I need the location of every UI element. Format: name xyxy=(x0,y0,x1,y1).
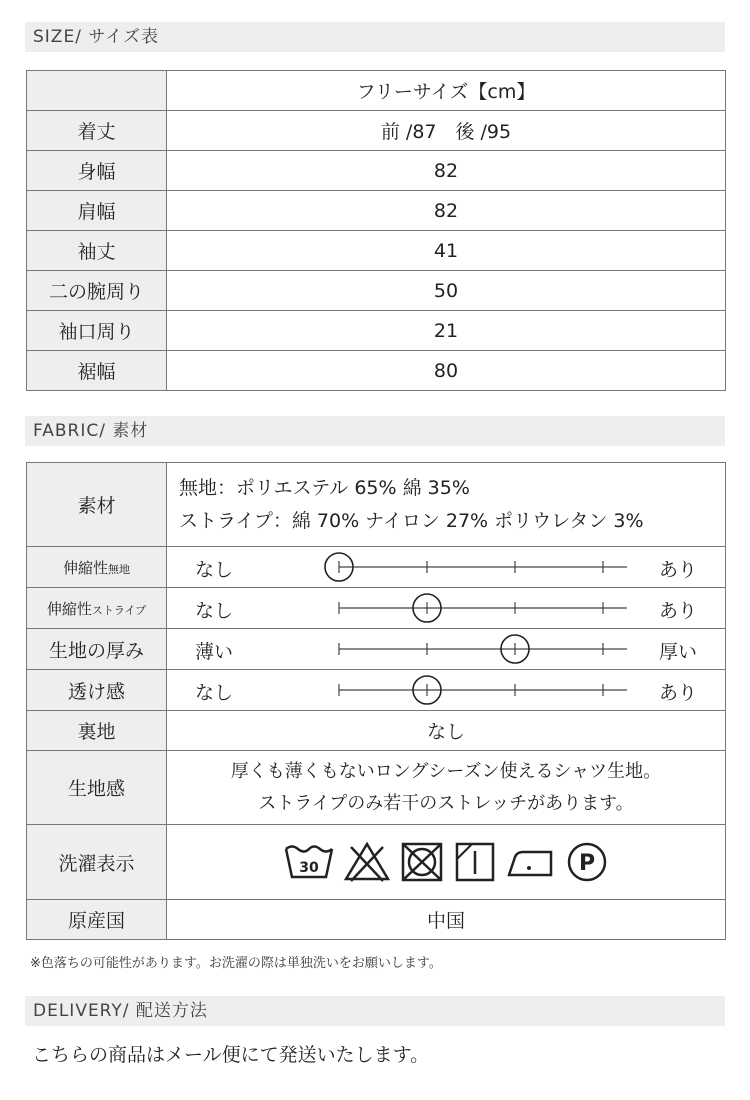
dry-clean-letter: P xyxy=(578,851,596,876)
size-row-value: 21 xyxy=(167,311,726,351)
table-row xyxy=(27,670,726,711)
table-row xyxy=(27,231,726,271)
size-row-value: 82 xyxy=(167,151,726,191)
delivery-text: こちらの商品はメール便にて発送いたします。 xyxy=(32,1044,430,1066)
scale-indicator xyxy=(267,551,627,583)
size-row-value: 前 /87 後 /95 xyxy=(167,111,726,151)
table-row xyxy=(27,900,726,940)
scale-right-text: あり xyxy=(658,600,697,622)
size-row-value: 41 xyxy=(167,231,726,271)
origin-value: 中国 xyxy=(167,900,726,940)
scale-indicator xyxy=(267,592,627,624)
table-row xyxy=(27,151,726,191)
size-row-label: 袖丈 xyxy=(27,231,167,271)
feel-value xyxy=(167,751,726,825)
feel-line-2: ストライプのみ若干のストレッチがあります。 xyxy=(258,792,634,814)
delivery-section-header: DELIVERY/ 配送方法 xyxy=(25,996,725,1026)
scale-left-text: なし xyxy=(195,682,234,704)
size-row-value: 50 xyxy=(167,271,726,311)
scale-label xyxy=(27,670,167,711)
care-icons xyxy=(167,825,725,899)
table-row xyxy=(27,711,726,751)
fabric-table xyxy=(26,462,726,940)
scale-indicator xyxy=(267,674,627,706)
size-row-label: 袖口周り xyxy=(27,311,167,351)
size-row-value: 82 xyxy=(167,191,726,231)
table-row xyxy=(27,311,726,351)
size-table xyxy=(26,70,726,391)
scale-label-main: 伸縮性 xyxy=(62,558,108,577)
scale-cell xyxy=(167,547,726,588)
table-row xyxy=(27,547,726,588)
scale-right-text: あり xyxy=(658,559,697,581)
lining-value: なし xyxy=(167,711,726,751)
size-section-header: SIZE/ サイズ表 xyxy=(25,22,725,52)
table-row xyxy=(27,351,726,391)
scale-label-main: 伸縮性 xyxy=(46,599,92,618)
scale-right-text: 厚い xyxy=(658,641,697,663)
material-label: 素材 xyxy=(27,463,167,547)
table-row xyxy=(27,629,726,670)
scale-left-text: なし xyxy=(195,559,234,581)
size-table-corner xyxy=(27,71,167,111)
care-label: 洗濯表示 xyxy=(27,825,167,900)
scale-label-main: 透け感 xyxy=(67,680,125,703)
fabric-section-header: FABRIC/ 素材 xyxy=(25,416,725,446)
size-row-label: 二の腕周り xyxy=(27,271,167,311)
size-row-value: 80 xyxy=(167,351,726,391)
care-icons-cell xyxy=(167,825,726,900)
size-column-header: フリーサイズ【cm】 xyxy=(167,71,726,111)
scale-cell xyxy=(167,588,726,629)
table-row xyxy=(27,751,726,825)
table-row xyxy=(27,588,726,629)
table-row xyxy=(27,271,726,311)
no-bleach-icon xyxy=(343,841,391,883)
material-line-1: 無地：ポリエステル 65% 綿 35% xyxy=(179,476,470,499)
scale-label xyxy=(27,588,167,629)
size-row-label: 肩幅 xyxy=(27,191,167,231)
scale-right-text: あり xyxy=(658,682,697,704)
scale-left-text: なし xyxy=(195,600,234,622)
feel-label: 生地感 xyxy=(27,751,167,825)
scale-label-sub: ストライプ xyxy=(91,603,147,617)
table-row xyxy=(27,191,726,231)
feel-line-1: 厚くも薄くもないロングシーズン使えるシャツ生地。 xyxy=(230,760,662,782)
size-row-label: 着丈 xyxy=(27,111,167,151)
scale-label xyxy=(27,629,167,670)
table-row xyxy=(27,111,726,151)
lining-label: 裏地 xyxy=(27,711,167,751)
wash-30-icon xyxy=(283,841,335,883)
line-dry-shade-icon xyxy=(453,841,497,883)
scale-left-text: 薄い xyxy=(195,641,234,663)
size-row-label: 身幅 xyxy=(27,151,167,191)
size-row-label: 裾幅 xyxy=(27,351,167,391)
scale-indicator xyxy=(267,633,627,665)
scale-cell xyxy=(167,670,726,711)
scale-label xyxy=(27,547,167,588)
wash-temp-text: 30 xyxy=(299,860,319,876)
iron-low-icon xyxy=(505,841,557,883)
no-tumble-dry-icon xyxy=(399,841,445,883)
origin-label: 原産国 xyxy=(27,900,167,940)
care-note: ※色落ちの可能性があります。お洗濯の際は単独洗いをお願いします。 xyxy=(30,956,442,971)
table-row xyxy=(27,463,726,547)
scale-label-main: 生地の厚み xyxy=(48,639,144,662)
material-line-2: ストライプ：綿 70% ナイロン 27% ポリウレタン 3% xyxy=(179,509,644,532)
material-value xyxy=(167,463,726,547)
scale-label-sub: 無地 xyxy=(108,562,130,576)
scale-cell xyxy=(167,629,726,670)
table-row xyxy=(27,825,726,900)
dry-clean-p-icon xyxy=(565,841,609,883)
